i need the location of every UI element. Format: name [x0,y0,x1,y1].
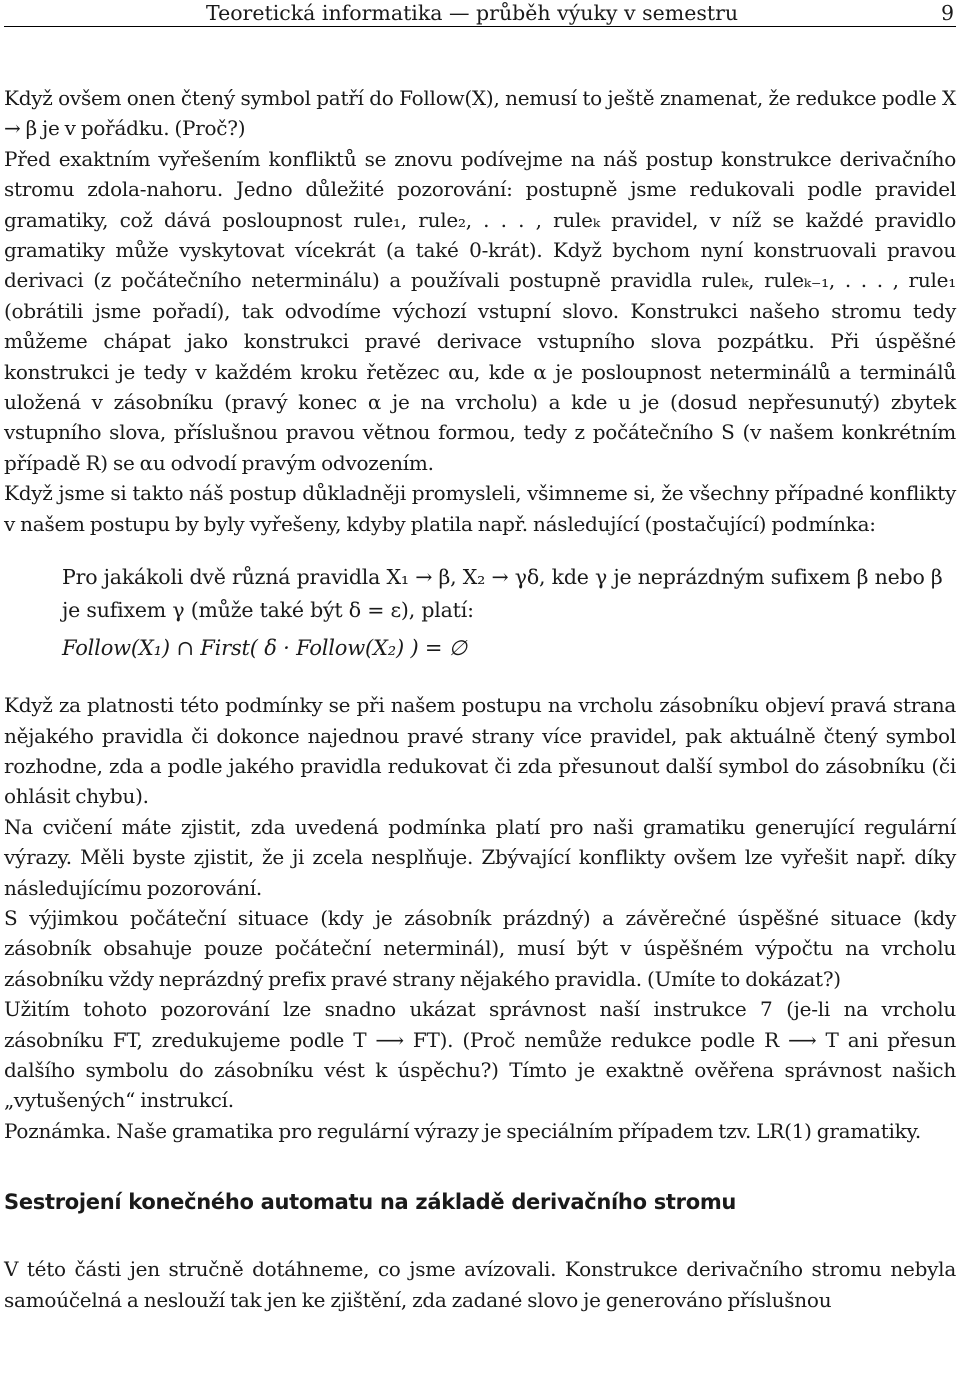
condition-formula: Follow(X₁) ∩ First( δ · Follow(X₂) ) = ∅ [62,636,467,661]
running-header [4,0,956,27]
condition-text: Pro jakákoli dvě různá pravidla X₁ → β, X₂ → γδ, kde γ je neprázdným sufixem β nebo β je sufixem γ (může také být δ = ε), platí: [62,565,943,623]
paragraph-section-intro: V této části jen stručně dotáhneme, co jsme avízovali. Konstrukce derivačního stromu nebyla samoúčelná a neslouží tak jen ke zjištění, zda zadané slovo je generováno příslušnou [4,1257,956,1312]
paragraph-sufficient-condition-intro: Když jsme si takto náš postup důkladněji promysleli, všimneme si, že všechny případné konflikty v našem postupu by byly vyřešeny, kdyby platila např. následující (postačující) podmínka: [4,481,956,536]
sufficient-condition [62,561,960,666]
paragraph-instruction-7: Užitím tohoto pozorování lze snadno ukázat správnost naší instrukce 7 (je-li na vrcholu zásobníku FT, zredukujeme podle T ⟶ FT). (Proč nemůže redukce podle R ⟶ T ani přesun dalšího symbolu do zásobníku vést k úspěchu?) Tímto je exaktně ověřena správnost našich „vytušených“ instrukcí. [4,997,956,1113]
section-heading: Sestrojení konečného automatu na základě derivačního stromu [4,1190,737,1215]
running-header-title: Teoretická informatika — průběh výuky v semestru [206,1,739,25]
paragraphs-after-condition [4,690,956,1146]
paragraph-stack-decision: Když za platnosti této podmínky se při našem postupu na vrcholu zásobníku objeví pravá strana nějakého pravidla či dokonce najednou pravé strany více pravidel, pak aktuálně čtený symbol rozhodne, zda a podle jakého pravidla redukovat či zda přesunout další symbol do zásobníku (či ohlásit chybu). [4,693,956,809]
paragraph-follow-note: Když ovšem onen čtený symbol patří do Follow(X), nemusí to ještě znamenat, že redukce podle X → β je v pořádku. (Proč?) [4,86,956,141]
paragraph-exercise: Na cvičení máte zjistit, zda uvedená podmínka platí pro naši gramatiku generující regulární výrazy. Měli byste zjistit, že ji zcela nesplňuje. Zbývající konflikty ovšem lze vyřešit např. díky následujícímu pozorování. [4,814,956,900]
paragraph-rightmost-derivation: Před exaktním vyřešením konfliktů se znovu podívejme na náš postup konstrukce derivačního stromu zdola-nahoru. Jedno důležité pozorování: postupně jsme redukovali podle pravidel gramatiky, což dává posloupnost rule₁, rule₂, . . . , ruleₖ pravidel, v níž se každé pravidlo gramatiky může vyskytovat vícekrát (a také 0-krát). Když bychom nyní konstruovali pravou derivaci (z počátečního neterminálu) a používali postupně pravidla ruleₖ, ruleₖ₋₁, . . . , rule₁ (obrátili jsme pořadí), tak odvodíme výchozí vstupní slovo. Konstrukci našeho stromu tedy můžeme chápat jako konstrukci pravé derivace vstupního slova pozpátku. Při úspěšné konstrukci je tedy v každém kroku řetězec αu, kde α je posloupnost neterminálů a terminálů uložená v zásobníku (pravý konec α je na vrcholu) a kde u je (dosud nepřesunutý) zbytek vstupního slova, příslušnou pravou větnou formou, tedy z počátečního S (v našem konkrétním případě R) se αu odvodí pravým odvozením. [4,146,956,475]
page-number: 9 [940,1,954,25]
document-body [4,83,956,1315]
paragraph-prefix-observation: S výjimkou počáteční situace (kdy je zásobník prázdný) a závěrečné úspěšné situace (kdy zásobník obsahuje pouze počáteční neterminál), musí být v úspěšném výpočtu na vrcholu zásobníku vždy neprázdný prefix pravé strany nějakého pravidla. (Umíte to dokázat?) [4,905,956,991]
paragraph-lr1-note: Poznámka. Naše gramatika pro regulární výrazy je speciálním případem tzv. LR(1) gramatiky. [4,1118,922,1143]
